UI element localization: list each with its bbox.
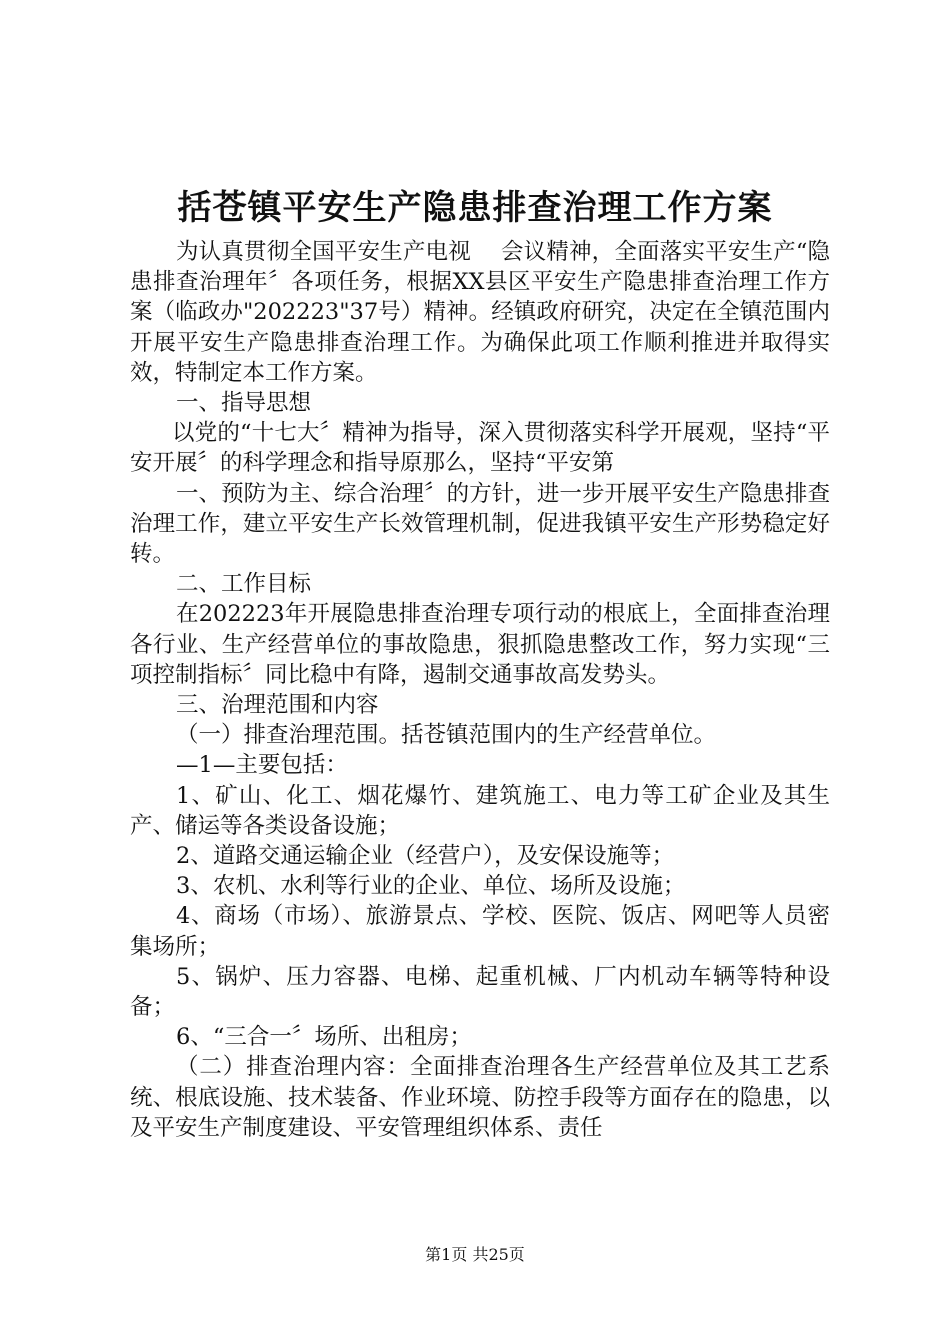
paragraph-work-goals: 在202223年开展隐患排查治理专项行动的根底上，全面排查治理各行业、生产经营单位的事故隐患，狠抓隐患整改工作，努力实现“三项控制指标〞同比稳中有降，遏制交通事故高发势头。 [130,601,830,688]
list-item-6: 6、“三合一〞场所、出租房； [176,1024,472,1051]
heading-guiding-ideology: 一、指导思想 [176,390,312,417]
list-item-1: 1、矿山、化工、烟花爆竹、建筑施工、电力等工矿企业及其生产、储运等各类设备设施； [130,782,830,839]
page-footer: 第1页 共25页 [425,1245,525,1264]
paragraph-guiding-ideology: 以党的“十七大〞精神为指导，深入贯彻落实科学开展观，坚持“平安开展〞的科学理念和指导原那么，坚持“平安第 [130,420,830,477]
list-item-5: 5、锅炉、压力容器、电梯、起重机械、厂内机动车辆等特种设备； [130,963,830,1021]
document-title: 括苍镇平安生产隐患排查治理工作方案 [177,188,773,228]
document-body [130,237,830,1143]
paragraph-inspection-content: （二）排查治理内容：全面排查治理各生产经营单位及其工艺系统、根底设施、技术装备、作业环境、防控手段等方面存在的隐患，以及平安生产制度建设、平安管理组织体系、责任 [130,1054,830,1141]
paragraph-intro: 为认真贯彻全国平安生产电视 会议精神，全面落实平安生产“隐患排查治理年〞各项任务，根据XX县区平安生产隐患排查治理工作方案（临政办"202223"37号）精神。经镇政府研究，决定在全镇范围内开展平安生产隐患排查治理工作。为确保此项工作顺利推进并取得实效，特制定本工作方案。 [130,239,830,386]
heading-scope-content: 三、治理范围和内容 [176,692,379,719]
list-item-2: 2、道路交通运输企业（经营户），及安保设施等； [176,843,675,870]
list-item-4: 4、商场（市场）、旅游景点、学校、医院、饭店、网吧等人员密集场所； [130,903,830,960]
heading-work-goals: 二、工作目标 [176,571,312,598]
paragraph-includes: —1—主要包括： [176,752,348,779]
paragraph-guiding-policy: 一、预防为主、综合治理〞的方针，进一步开展平安生产隐患排查治理工作，建立平安生产长效管理机制，促进我镇平安生产形势稳定好转。 [130,480,830,568]
paragraph-scope: （一）排查治理范围。括苍镇范围内的生产经营单位。 [176,722,717,749]
list-item-3: 3、农机、水利等行业的企业、单位、场所及设施； [176,873,686,900]
